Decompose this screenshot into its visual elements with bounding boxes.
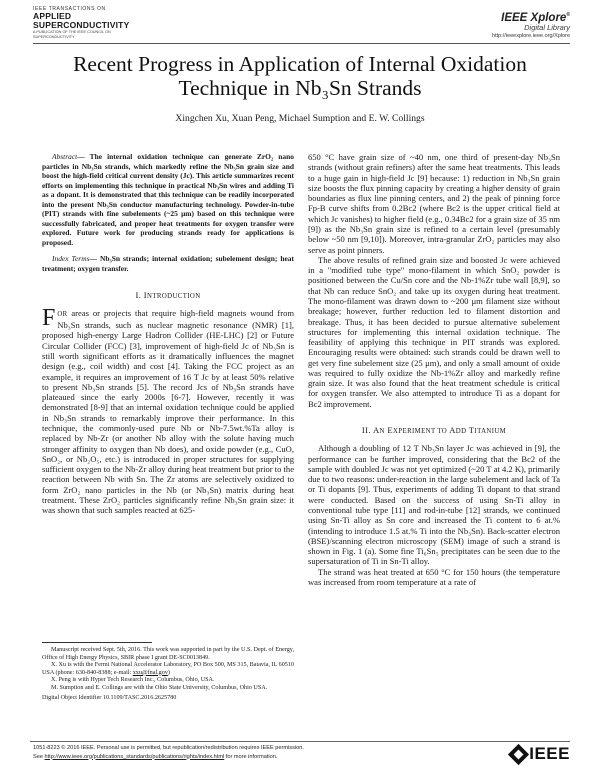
paper-title: Recent Progress in Application of Internal Oxidation Technique in Nb₃Sn Strands — [73, 52, 527, 100]
body-paragraph-2: The above results of refined grain size and boosted Jc were achieved in a "modified tube type" mono-filament in which SnO₂ powder is positioned between the Cu/Sn core and the Nb-1%Zr tube wall [8,9], so that Nb can reduce SnO₂ and take up its oxygen during heat treatment. The mono-filament was drawn down to ~200 μm filament size without breakage; however, further reduction led to filament distortion and breakage. Thus, it has been decided to pursue alternative subelement structures for implementing this internal oxidation technique. The feasibility of applying this technique in PIT strands was explored. Encouraging results were obtained: such strands could be drawn well to get very fine subelement size (25 μm), and only a small amount of oxide was required to fully oxidize the Nb-1%Zr alloy and markedly refine grain size. It was also found that the heat treatment schedule is critical for oxygen transfer. We also attempted to introduce Ti as a dopant for Bc2 improvement. — [308, 254, 560, 409]
drop-cap: F — [42, 304, 56, 331]
footnote-peng: X. Peng is with Hyper Tech Research Inc., Columbus, Ohio, USA. — [51, 677, 215, 684]
permissions-line: See http://www.ieee.org/publications_standards/publications/rights/index.html for more information. — [33, 753, 278, 760]
abstract-text: — The internal oxidation technique can generate ZrO₂ nano particles in Nb₃Sn strands, which markedly refine the Nb₃Sn grain size and boost the high-field critical current density (Jc). This article summarizes recent efforts on implementing this technique in practical Nb₃Sn wires and adding Ti as a dopant. It is demonstrated that this technique can be readily incorporated into the present Nb₃Sn conductor manufacturing technology. Powder-in-tube (PIT) strands with fine subelements (~25 μm) based on this technique were successfully fabricated, and proper heat treatments for oxygen transfer were explored. Future work for producing strands ready for applications is proposed. — [42, 152, 294, 247]
xplore-sub: Digital Library — [524, 23, 570, 32]
right-column — [308, 152, 560, 587]
footnote-received: Manuscript received Sept. 5th, 2016. This work was supported in part by the U.S. Dept. of Energy, Office of High Energy Physics, SBIR phase I grant DE-SC0013849. — [42, 647, 294, 661]
footnote-sumption: M. Sumption and E. Collings are with the Ohio State University, Columbus, Ohio USA. — [51, 684, 268, 691]
doi: Digital Object Identifier 10.1109/TASC.2016.2625780 — [42, 695, 177, 702]
index-terms — [42, 254, 294, 273]
registered-mark: ® — [566, 12, 570, 18]
paper-authors: Xingchen Xu, Xuan Peng, Michael Sumption and E. W. Collings — [175, 113, 425, 124]
section-1-heading: I. INTRODUCTION — [135, 289, 201, 300]
copyright-line: 1051-8223 © 2016 IEEE. Personal use is permitted, but republication/redistribution requires IEEE permission. — [33, 745, 304, 751]
journal-line-3: SUPERCONDUCTIVITY — [33, 20, 130, 30]
ieee-wordmark: IEEE — [529, 744, 570, 763]
section-2-paragraph-2: The strand was heat treated at 650 °C for 150 hours (the temperature was increased from room temperature at a rate of — [308, 566, 560, 587]
left-column — [42, 152, 294, 515]
journal-line-2: APPLIED — [33, 11, 72, 21]
journal-masthead — [33, 6, 143, 40]
header-rule — [33, 43, 570, 44]
copyright-notice — [33, 744, 473, 761]
ieee-diamond-icon — [508, 743, 529, 764]
journal-line-1: IEEE TRANSACTIONS ON — [33, 6, 106, 12]
xplore-brand: IEEE Xplore® — [501, 12, 570, 24]
ieee-logo — [511, 744, 570, 764]
section-2-heading: II. AN EXPERIMENT TO ADD TITANIUM — [361, 425, 507, 436]
intro-smallcaps: OR — [57, 310, 68, 318]
xplore-masthead — [492, 12, 570, 40]
abstract-lead: Abstract — [52, 152, 78, 161]
xplore-url[interactable]: http://ieeexplore.ieee.org/Xplore — [492, 33, 570, 39]
intro-text: areas or projects that require high-field magnets wound from Nb₃Sn strands, such as nuclear magnetic resonance (NMR) [1], proposed high-energy Large Hadron Collider (HE-LHC) [2] or Future Circular Collider (FCC) [3], improvement of high-field Jc of Nb₃Sn is still worth significant efforts as it dramatically influences the magnet design (e.g., coil width) and cost [4]. Taking the FCC project as an example, it requires an improvement of 16 T Jc by at least 50% relative to present Nb₃Sn strands [5]. The record Jcs of Nb₃Sn strands have plateaued since the early 2000s [6-7]. However, recently it was demonstrated [8-9] that an internal oxidation technique could be applied in Nb₃Sn strands to remarkably improve their performance. In this technique, the commonly-used pure Nb or Nb-7.5wt.%Ta alloy is replaced by Nb-Zr (or another Nb alloy with the solute having much stronger affinity to oxygen than Nb does), and oxide powder (e.g., CuO, SnO₂, or Nb₂O₅, etc.) is introduced in proper structures for supplying sufficient oxygen to the Nb-Zr alloy during heat treatment but prior to the reaction between Nb with Sn. The Zr atoms are selectively oxidized to form ZrO₂ nano particles in the Nb (or Nb₃Sn) matrix during heat treatment. These ZrO₂ particles significantly refine Nb₃Sn grain size: it was shown that such samples reacted at 625- — [42, 307, 294, 516]
footnote-xu: X. Xu is with the Fermi National Accelerator Laboratory, PO Box 500, MS 315, Batavia, IL 60510 USA (phone: 630-840-8388; e-mail: xxu@fnal.gov) — [42, 662, 294, 676]
journal-line-4: A PUBLICATION OF THE IEEE COUNCIL ON SUPERCONDUCTIVITY — [33, 30, 111, 39]
footer-rule — [30, 741, 570, 742]
introduction-paragraph — [42, 304, 294, 516]
permissions-link[interactable]: http://www.ieee.org/publications_standards/publications/rights/index.html — [44, 753, 225, 760]
index-terms-text: — Nb₃Sn strands; internal oxidation; subelement design; heat treatment; oxygen transfer. — [42, 254, 294, 274]
index-terms-lead: Index Terms — [52, 254, 90, 264]
footnotes — [42, 642, 294, 703]
abstract — [42, 152, 294, 247]
body-paragraph-1: 650 °C have grain size of ~40 nm, one third of present-day Nb₃Sn strands (without grain refiners) after the same heat treatments. This leads to a huge gain in high-field Jc [9] because: 1) reduction in Nb₃Sn grain size boosts the flux pinning capacity by creating a higher density of grain boundaries as flux line pinning centers, and 2) the peak of pinning force Fp-B curve shifts from 0.2Bc2 (where Bc2 is the upper critical field at which Jc vanishes) to higher field (e.g., 0.34Bc2 for a grain size of 35 nm [9]) as the Nb₃Sn grain size is refined to a certain level (presumably below ~50 nm [9,10]). Moreover, intra-granular ZrO₂ particles may also serve as point pinners. — [308, 152, 560, 255]
email-link[interactable]: xxu@fnal.gov — [132, 669, 168, 676]
section-2-paragraph-1: Although a doubling of 12 T Nb₃Sn layer Jc was achieved in [9], the performance can be further improved, considering that the Bc2 of the sample with doubled Jc was not yet optimized (~20 T at 4.2 K), primarily due to two reasons: under-reaction in the large subelement and lack of Ta or Ti dopants [9]. Thus, experiments of adding Ti dopant to that strand were conducted. Based on the success of using Sn-Ti alloy in conventional tube type [11] and rod-in-tube [12] strands, we continued using Sn-Ti alloy as Sn core and increased the Ti content to 6 at.% (intending to introduce 1.5 at.% Ti into the Nb₃Sn). Back-scatter electron (BSE)/scanning electron microscopy (SEM) image of such a strand is shown in Fig. 1 (a). Some fine Ti₆Sn₅ precipitates can be seen due to the supersaturation of Ti in Sn-Ti alloy. — [308, 443, 560, 567]
footnote-rule — [42, 642, 152, 643]
